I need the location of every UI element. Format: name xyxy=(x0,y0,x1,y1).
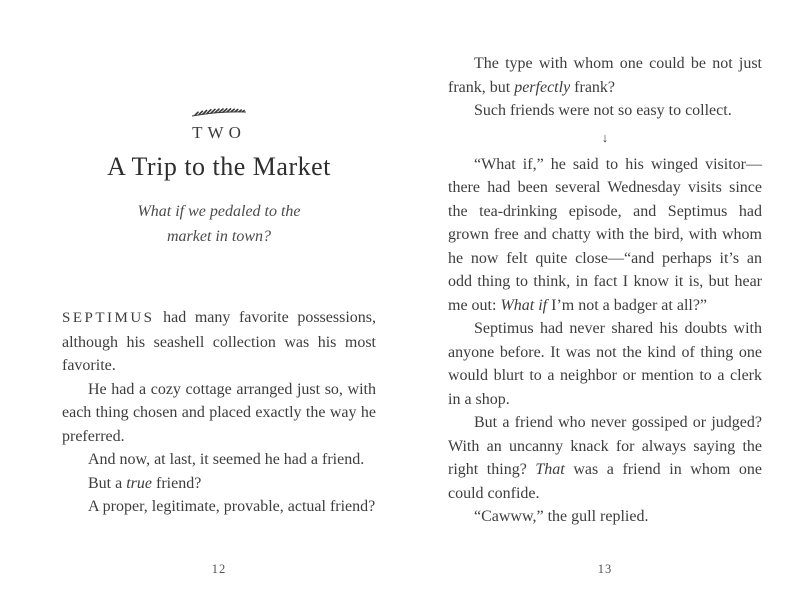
section-break xyxy=(448,123,762,153)
right-page-paragraphs-bottom xyxy=(448,153,762,529)
paragraph: Such friends were not so easy to collect. xyxy=(474,102,732,119)
chapter-epigraph xyxy=(62,199,376,249)
paragraph: He had a cozy cottage arranged just so, with each thing chosen and placed exactly the way he preferred. xyxy=(62,380,376,445)
page-number-right: 13 xyxy=(597,562,613,576)
left-page-body xyxy=(62,306,376,519)
epigraph-line: What if we pedaled to the xyxy=(137,203,301,221)
chapter-number: TWO xyxy=(192,123,246,142)
paragraph: A proper, legitimate, provable, actual friend? xyxy=(88,498,376,515)
paragraph: SEPTIMUS had many favorite possessions, although his seashell collection was his most favorite. xyxy=(62,309,376,374)
epigraph-line: market in town? xyxy=(167,228,271,246)
page-number-left: 12 xyxy=(211,562,227,576)
right-page-paragraphs-top xyxy=(448,52,762,123)
paragraph: “Cawww,” the gull replied. xyxy=(474,508,649,525)
paragraph: But a friend who never gossiped or judged? With an uncanny knack for always saying the right thing? That was a friend in whom one could confide. xyxy=(448,414,762,502)
paragraph: Septimus had never shared his doubts with anyone before. It was not the kind of thing one would blurt to a neighbor or mention to a clerk in a shop. xyxy=(448,320,762,408)
down-arrow-ornament-icon: ↓ xyxy=(601,129,609,145)
chapter-head xyxy=(62,104,376,249)
paragraph: And now, at last, it seemed he had a friend. xyxy=(88,451,365,468)
right-page-body xyxy=(448,52,762,529)
paragraph: But a true friend? xyxy=(88,474,202,492)
paragraph: “What if,” he said to his winged visitor—there had been several Wednesday visits since the tea-drinking episode, and Septimus had grown free and chatty with the bird, with whom he now felt quite close—“and perhaps it’s an odd thing to think, in fact I know it is, but hear me out: What if I’m not a badger at all?” xyxy=(448,155,762,314)
fern-sprig-icon xyxy=(191,104,247,118)
paragraph: The type with whom one could be not just frank, but perfectly frank? xyxy=(448,55,762,96)
chapter-title: A Trip to the Market xyxy=(107,152,331,181)
